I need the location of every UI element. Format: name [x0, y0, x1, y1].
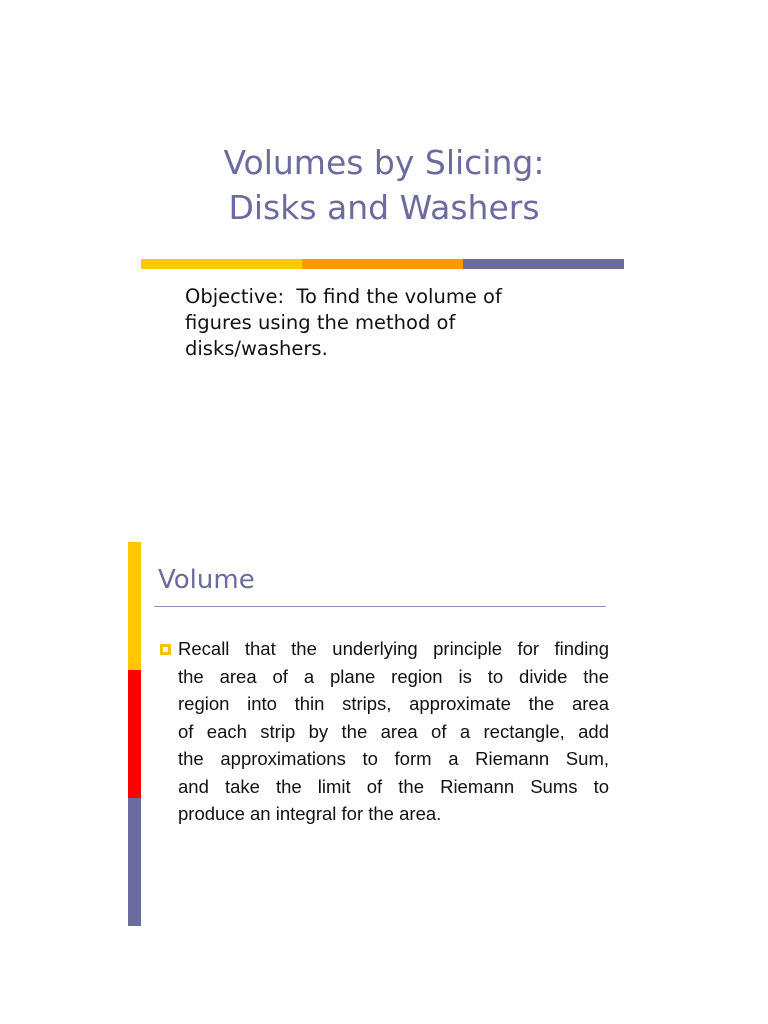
slide-title [120, 140, 648, 230]
side-bar-purple [128, 798, 141, 926]
slide-title-line-2: Disks and Washers [228, 188, 540, 227]
accent-bar-orange [302, 259, 463, 269]
tricolor-accent-bar [141, 259, 624, 269]
slide-title-line-1: Volumes by Slicing: [223, 143, 545, 182]
objective-line-2: figures using the method of [185, 311, 456, 334]
bullet-line-6: and take the limit of the Riemann Sums to [178, 775, 609, 797]
bullet-paragraph [178, 635, 609, 828]
objective-text [185, 284, 585, 362]
side-bar-red [128, 670, 141, 798]
side-bar-yellow [128, 542, 141, 670]
bullet-line-7: produce an integral for the area. [178, 803, 442, 824]
vertical-color-bar [128, 542, 141, 926]
objective-line-1: Objective: To find the volume of [185, 285, 502, 308]
bullet-line-3: region into thin strips, approximate the area [178, 693, 609, 714]
accent-bar-purple [463, 259, 624, 269]
bullet-line-5: the approximations to form a Riemann Sum, [178, 748, 609, 769]
accent-bar-yellow [141, 259, 302, 269]
objective-line-3: disks/washers. [185, 337, 328, 360]
hollow-square-bullet-icon [160, 644, 171, 655]
bullet-line-4: of each strip by the area of a rectangle, add [178, 720, 609, 742]
section-heading: Volume [158, 565, 255, 595]
bullet-line-2: the area of a plane region is to divide the [178, 665, 609, 687]
bullet-line-1: Recall that the underlying principle for finding [178, 638, 609, 659]
heading-underline [154, 606, 606, 607]
